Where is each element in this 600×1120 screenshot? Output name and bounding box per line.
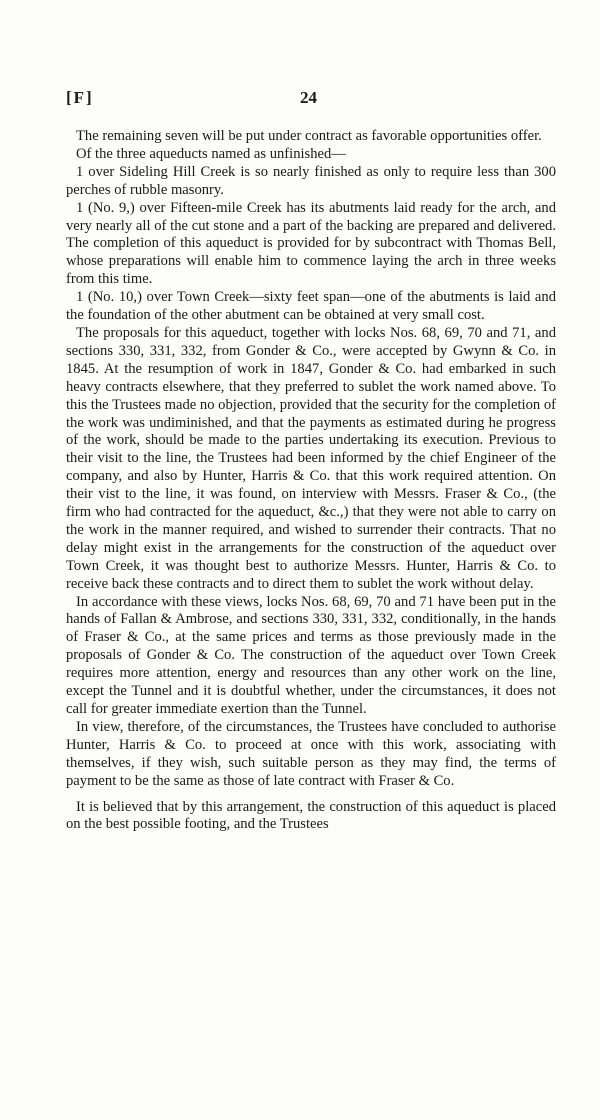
paragraph: 1 (No. 10,) over Town Creek—sixty feet span—one of the abutments is laid and the foundation of the other abutment can be obtained at very small cost. — [66, 289, 556, 324]
paragraph: Of the three aqueducts named as unfinished— — [76, 145, 346, 162]
paragraph: It is believed that by this arrangement, the construction of this aqueduct is placed on the best possible footing, and the Trustees — [66, 798, 556, 833]
paragraph: 1 (No. 9,) over Fifteen-mile Creek has its abutments laid ready for the arch, and very nearly all of the cut stone and a part of the backing are prepared and delivered. The completion of this aqueduct is provided for by subcontract with Thomas Bell, whose preparations will enable him to commence laying the arch in three weeks from this time. — [66, 199, 556, 288]
page-number: 24 — [300, 88, 317, 107]
section-tag: [F] — [66, 88, 94, 107]
body-text — [66, 128, 556, 834]
paragraph: The proposals for this aqueduct, together with locks Nos. 68, 69, 70 and 71, and sections 330, 331, 332, from Gonder & Co., were accepted by Gwynn & Co. in 1845. At the resumption of work in 1847, Gonder & Co. had embarked in such heavy contracts elsewhere, that they preferred to sublet the work named above. To this the Trustees made no objection, provided that the security for the completion of the work was undiminished, and that the payments as estimated during he progress of the work, should be made to the parties undertaking its execution. Previous to their visit to the line, the Trustees had been informed by the chief Engineer of the company, and also by Hunter, Harris & Co. that this work required attention. On their vist to the line, it was found, on interview with Messrs. Fraser & Co., (the firm who had contracted for the aqueduct, &c.,) that they were not able to carry on the work in the manner required, and wished to surrender their contracts. That no delay might exist in the arrangements for the construction of the aqueduct over Town Creek, it was thought best to authorize Messrs. Hunter, Harris & Co. to receive back these contracts and to direct them to sublet the work without delay. — [66, 324, 556, 592]
page-header — [66, 88, 556, 112]
paragraph: 1 over Sideling Hill Creek is so nearly finished as only to require less than 300 perches of rubble masonry. — [66, 163, 556, 198]
paragraph: The remaining seven will be put under contract as favorable opportunities offer. — [76, 128, 542, 144]
paragraph: In accordance with these views, locks Nos. 68, 69, 70 and 71 have been put in the hands of Fallan & Ambrose, and sections 330, 331, 332, conditionally, in the hands of Fraser & Co., at the same prices and terms as those previously made in the proposals of Gonder & Co. The construction of the aqueduct over Town Creek requires more attention, energy and resources than any other work on the line, except the Tunnel and it is doubtful whether, under the circumstances, it does not call for greater immediate exertion than the Tunnel. — [66, 593, 556, 717]
paragraph: In view, therefore, of the circumstances, the Trustees have concluded to authorise Hunter, Harris & Co. to proceed at once with this work, associating with themselves, if they wish, such suitable person as they may find, the terms of payment to be the same as those of late contract with Fraser & Co. — [66, 718, 556, 789]
